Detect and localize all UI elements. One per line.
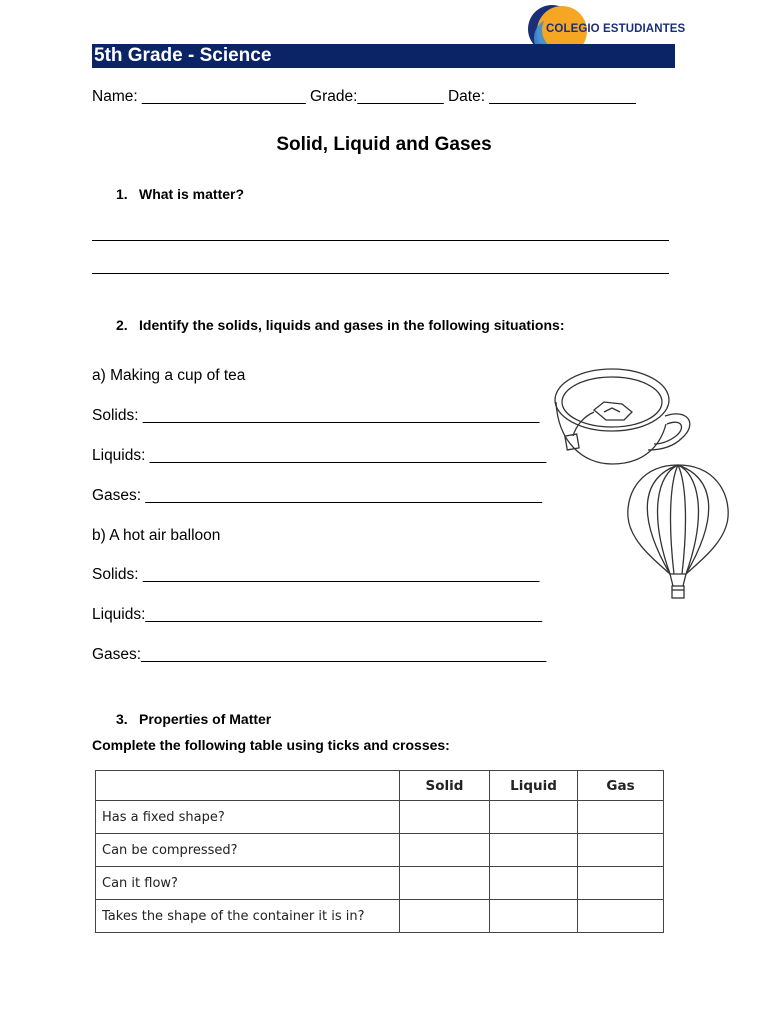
q2a-solids: Solids: ______________________________________________ (92, 407, 540, 424)
q3-number: 3. (116, 711, 128, 727)
gas-cell[interactable] (578, 801, 664, 834)
q2b-solids: Solids: ______________________________________________ (92, 566, 540, 583)
q3-instruction: Complete the following table using ticks and crosses: (92, 737, 450, 753)
table-header-liquid: Liquid (490, 771, 578, 801)
liquid-cell[interactable] (490, 900, 578, 933)
q2a-gases: Gases: ______________________________________________ (92, 487, 542, 504)
gas-cell[interactable] (578, 834, 664, 867)
liquid-cell[interactable] (490, 867, 578, 900)
solid-cell[interactable] (400, 801, 490, 834)
q2b-label: b) A hot air balloon (92, 527, 221, 544)
hot-air-balloon-icon (622, 462, 734, 604)
table-row (96, 867, 664, 900)
q1-number: 1. (116, 186, 128, 202)
logo-text: COLEGIO ESTUDIANTES (546, 23, 686, 35)
table-header-row (96, 771, 664, 801)
table-row (96, 900, 664, 933)
q2b-liquids: Liquids:______________________________________________ (92, 606, 542, 623)
table-row-question: Takes the shape of the container it is in? (96, 900, 400, 933)
q2-number: 2. (116, 317, 128, 333)
properties-table (95, 770, 664, 933)
table-row-question: Can be compressed? (96, 834, 400, 867)
solid-cell[interactable] (400, 867, 490, 900)
table-header-blank (96, 771, 400, 801)
student-info-line: Name: ___________________ Grade:__________ Date: _________________ (92, 88, 636, 105)
q2a-liquids: Liquids: ______________________________________________ (92, 447, 547, 464)
tea-cup-icon (548, 362, 694, 472)
table-header-solid: Solid (400, 771, 490, 801)
header-title: 5th Grade - Science (94, 45, 272, 66)
worksheet-title: Solid, Liquid and Gases (276, 134, 492, 155)
table-header-gas: Gas (578, 771, 664, 801)
gas-cell[interactable] (578, 900, 664, 933)
solid-cell[interactable] (400, 834, 490, 867)
q1-text: What is matter? (139, 186, 245, 202)
table-row (96, 834, 664, 867)
liquid-cell[interactable] (490, 801, 578, 834)
table-row-question: Can it flow? (96, 867, 400, 900)
solid-cell[interactable] (400, 900, 490, 933)
q2a-label: a) Making a cup of tea (92, 367, 246, 384)
table-row (96, 801, 664, 834)
q2b-gases: Gases:_______________________________________________ (92, 646, 547, 663)
q1-answer-line-2 (92, 273, 669, 274)
table-row-question: Has a fixed shape? (96, 801, 400, 834)
q2-text: Identify the solids, liquids and gases in the following situations: (139, 317, 565, 333)
gas-cell[interactable] (578, 867, 664, 900)
header-bar (92, 44, 675, 68)
q3-text: Properties of Matter (139, 711, 272, 727)
liquid-cell[interactable] (490, 834, 578, 867)
q1-answer-line-1 (92, 240, 669, 241)
